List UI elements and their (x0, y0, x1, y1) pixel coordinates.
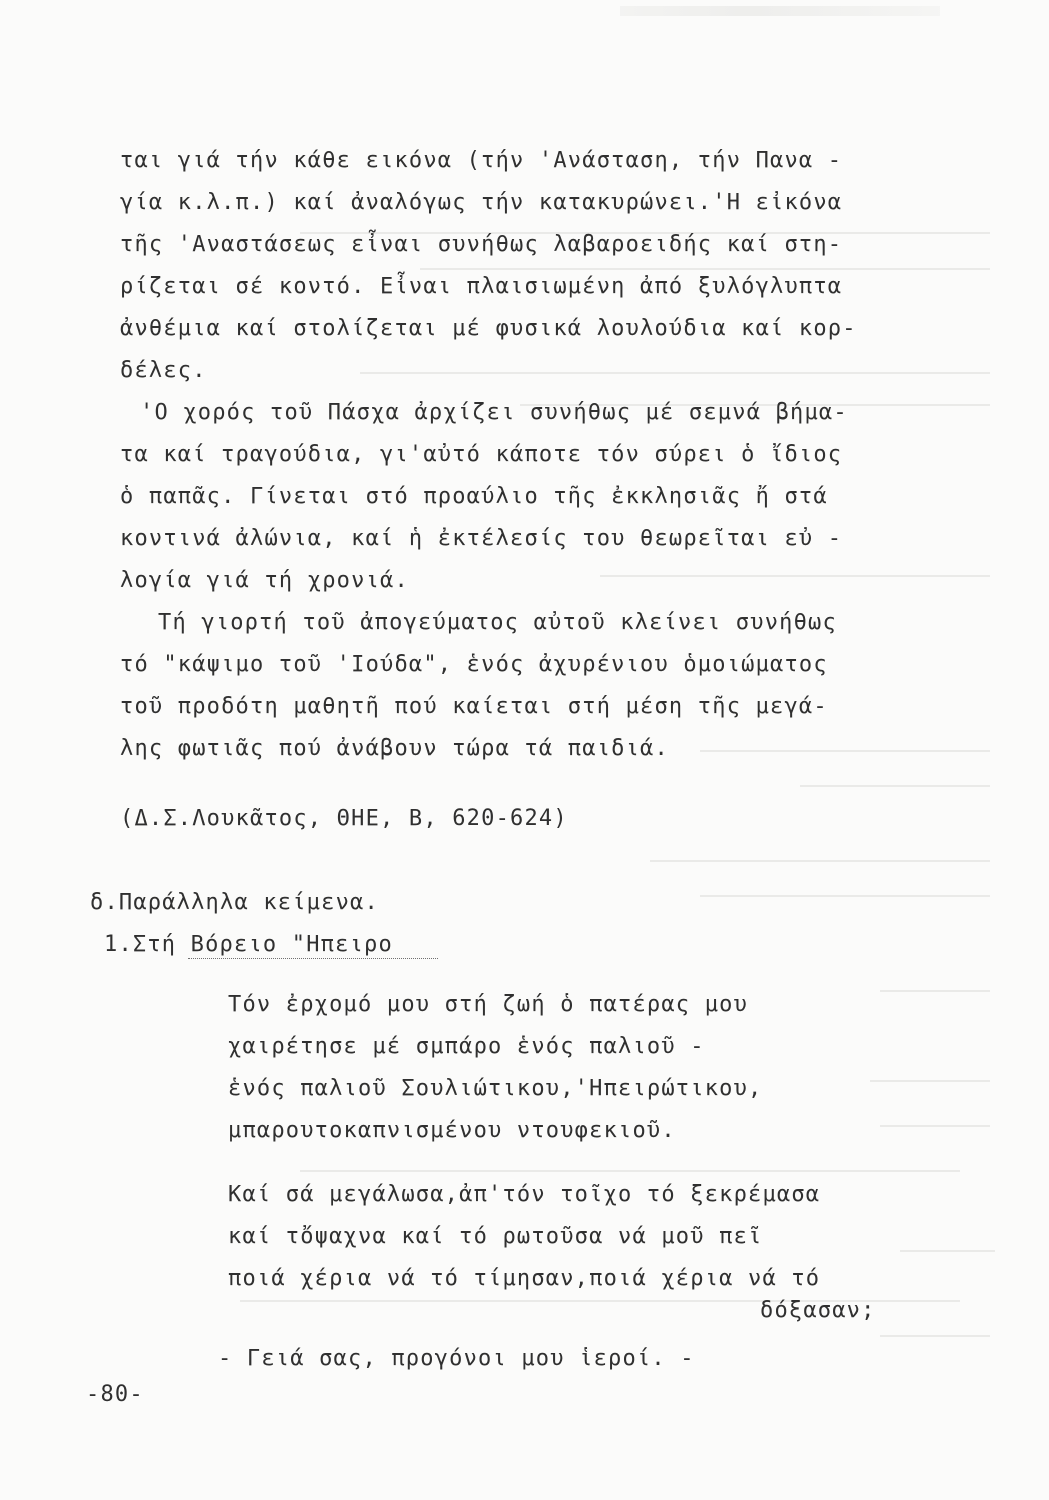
body-line: κοντινά ἀλώνια, καί ἡ ἐκτέλεσίς του θεωρεῖται εὐ - (120, 526, 843, 551)
top-smudge (620, 6, 940, 16)
bleed-through-line (880, 1335, 990, 1337)
poem-line: μπαρουτοκαπνισμένου ντουφεκιοῦ. (228, 1118, 676, 1143)
bleed-through-line (800, 785, 990, 787)
citation: (Δ.Σ.Λουκᾶτος, ΘΗΕ, Β, 620-624) (120, 806, 568, 831)
poem-line: ποιά χέρια νά τό τίμησαν,ποιά χέρια νά τό (228, 1266, 821, 1291)
poem-line: Τόν ἐρχομό μου στή ζωή ὁ πατέρας μου (228, 992, 749, 1017)
bleed-through-line (600, 575, 990, 577)
body-line: τοῦ προδότη μαθητῆ πού καίεται στή μέση τῆς μεγά- (120, 694, 828, 719)
section-heading: δ.Παράλληλα κείμενα. (90, 890, 379, 915)
bleed-through-line (700, 750, 990, 752)
body-line: τα καί τραγούδια, γι'αὐτό κάποτε τόν σύρει ὁ ἴδιος (120, 442, 843, 467)
poem-line: χαιρέτησε μέ σμπάρο ἑνός παλιοῦ - (228, 1034, 705, 1059)
body-line: ἀνθέμια καί στολίζεται μέ φυσικά λουλούδια καί κορ- (120, 316, 857, 341)
body-line: ται γιά τήν κάθε εικόνα (τήν 'Ανάσταση, τήν Πανα - (120, 148, 843, 173)
bleed-through-line (870, 1080, 990, 1082)
poem-line: δόξασαν; (760, 1298, 876, 1323)
bleed-through-line (880, 1125, 990, 1127)
bleed-through-line (420, 268, 990, 270)
subsection-heading: 1.Στή Βόρειο "Ηπειρο (104, 932, 393, 957)
poem-closing-line: - Γειά σας, προγόνοι μου ἱεροί. - (218, 1346, 695, 1371)
bleed-through-line (300, 1170, 960, 1172)
bleed-through-line (700, 895, 990, 897)
subsection-underline (188, 958, 438, 959)
body-line: ρίζεται σέ κοντό. Εἶναι πλαισιωμένη ἀπό ξυλόγλυπτα (120, 274, 843, 299)
body-line: δέλες. (120, 358, 207, 383)
bleed-through-line (880, 990, 990, 992)
bleed-through-line (360, 372, 990, 374)
bleed-through-line (650, 860, 990, 862)
body-line: γία κ.λ.π.) καί ἀναλόγως τήν κατακυρώνει.'Η εἰκόνα (120, 190, 843, 215)
body-line: λογία γιά τή χρονιά. (120, 568, 409, 593)
body-line: τῆς 'Αναστάσεως εἶναι συνήθως λαβαροειδής καί στη- (120, 232, 843, 257)
poem-line: καί τὄψαχνα καί τό ρωτοῦσα νά μοῦ πεῖ (228, 1224, 763, 1249)
poem-line: ἑνός παλιοῦ Σουλιώτικου,'Ηπειρώτικου, (228, 1076, 763, 1101)
body-line: 'Ο χορός τοῦ Πάσχα ἀρχίζει συνήθως μέ σεμνά βήμα- (140, 400, 848, 425)
poem-line: Καί σά μεγάλωσα,ἀπ'τόν τοῖχο τό ξεκρέμασα (228, 1182, 821, 1207)
body-line: τό "κάψιμο τοῦ 'Ιούδα", ἑνός ἀχυρένιου ὁμοιώματος (120, 652, 828, 677)
body-line: Τή γιορτή τοῦ ἀπογεύματος αὐτοῦ κλείνει συνήθως (158, 610, 837, 635)
bleed-through-line (900, 1250, 995, 1252)
body-line: ὁ παπᾶς. Γίνεται στό προαύλιο τῆς ἐκκλησιᾶς ἤ στά (120, 484, 828, 509)
page-number: -80- (86, 1382, 144, 1407)
body-line: λης φωτιᾶς πού ἀνάβουν τώρα τά παιδιά. (120, 736, 669, 761)
